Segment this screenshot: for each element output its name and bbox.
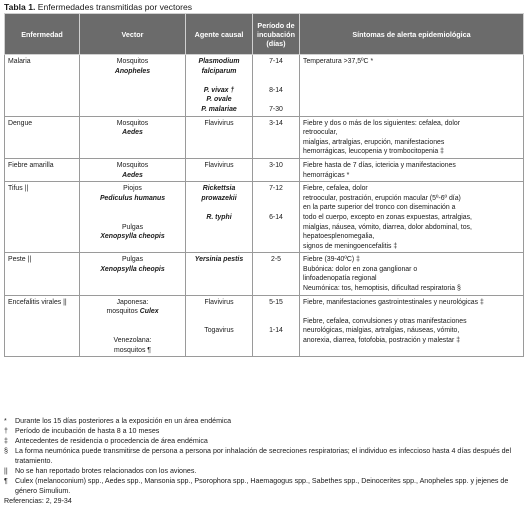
footnote-symbol: ||: [4, 467, 8, 475]
footnote-symbol: ¶: [4, 477, 8, 485]
incubation-line: 8-14: [269, 86, 283, 94]
incubation-line: [256, 67, 296, 77]
agent-line: falciparum: [201, 67, 237, 75]
cell-agent: [186, 253, 253, 295]
symptom-line: en la parte superior del tronco con diseminación a: [303, 204, 456, 212]
cell-incubation: [253, 182, 300, 253]
agent-line: P. vivax †: [203, 86, 235, 94]
cell-symptoms: [300, 55, 524, 117]
footnote-text: Durante los 15 días posteriores a la exposición en un área endémica: [15, 417, 232, 425]
cell-agent: [186, 55, 253, 117]
symptom-line: linfoadenopatía regional: [303, 275, 377, 283]
footnotes: [4, 416, 523, 506]
vector-line: Anopheles: [114, 67, 151, 75]
cell-agent: [186, 158, 253, 181]
incubation-line: [256, 95, 296, 105]
agent-line: Rickettsia: [202, 185, 236, 193]
vector-line: mosquitos Culex: [106, 308, 159, 316]
footnote-text: No se han reportado brotes relacionados con los aviones.: [15, 467, 197, 475]
footnote: [4, 416, 523, 426]
cell-disease: Encefalitis virales ||: [5, 295, 80, 357]
references: Referencias: 2, 29-34: [4, 497, 72, 505]
symptom-line: Neumónica: tos, hemoptisis, dificultad respiratoria §: [303, 285, 461, 293]
vector-line: Mosquitos: [116, 161, 149, 169]
footnote-text: Período de incubación de hasta 8 a 10 meses: [15, 427, 160, 435]
vector-line: mosquitos ¶: [113, 346, 152, 354]
vector-line: Pediculus humanus: [99, 194, 166, 202]
header-enfermedad: Enfermedad: [5, 14, 80, 55]
incubation-line: 5-15: [269, 298, 283, 306]
symptom-line: hemorrágicas *: [303, 171, 350, 179]
cell-vector: [80, 182, 186, 253]
incubation-line: [256, 194, 296, 204]
table-header-row: [5, 14, 524, 55]
agent-line: Flavivirus: [204, 298, 234, 306]
incubation-line: 7-30: [269, 105, 283, 113]
cell-symptoms: [300, 253, 524, 295]
symptom-line: neurológicas, mialgias, artralgias, náuseas, vómito,: [303, 327, 460, 335]
vector-line: Mosquitos: [116, 58, 149, 65]
footnote-symbol: ‡: [4, 437, 8, 445]
symptom-line: hepatoesplenomegalia,: [303, 233, 375, 241]
spacer: [83, 213, 182, 223]
symptom-line: [303, 307, 520, 317]
footnote: [4, 466, 523, 476]
footnote: [4, 476, 523, 496]
cell-vector: [80, 158, 186, 181]
table-row: [5, 55, 524, 117]
header-sintomas: Síntomas de alerta epidemiológica: [300, 14, 524, 55]
vector-line: Aedes: [122, 171, 143, 179]
incubation-line: 6-14: [269, 213, 283, 221]
cell-disease: Tifus ||: [5, 182, 80, 253]
symptom-line: anorexia, diarrea, fotofobia, postración y malestar ‡: [303, 337, 461, 345]
symptom-line: Fiebre hasta de 7 días, ictericia y manifestaciones: [303, 161, 456, 169]
symptom-line: todo el cuerpo, excepto en zonas expuestas, artralgias,: [303, 213, 472, 221]
footnote: [4, 436, 523, 446]
cell-vector: [80, 116, 186, 158]
spacer: [83, 317, 182, 327]
symptom-line: Fiebre, cefalea, dolor: [303, 185, 368, 193]
table-row: [5, 295, 524, 357]
symptom-line: Fiebre (39-40ºC) ‡: [303, 256, 360, 264]
incubation-line: 3-10: [269, 161, 283, 169]
cell-agent: [186, 182, 253, 253]
header-vector: Vector: [80, 14, 186, 55]
vector-line: Pulgas: [121, 223, 144, 231]
agent-line: R. typhi: [206, 213, 232, 221]
table-row: [5, 158, 524, 181]
header-periodo-incubacion: Período de incubación (días): [253, 14, 300, 55]
table-caption: [4, 2, 192, 12]
cell-agent: [186, 116, 253, 158]
footnote-symbol: §: [4, 447, 8, 455]
footnote-symbol: *: [4, 417, 7, 425]
vector-line: Pulgas: [121, 256, 144, 264]
symptom-line: Fiebre, manifestaciones gastrointestinales y neurológicas ‡: [303, 298, 484, 306]
footnote: [4, 426, 523, 436]
cell-incubation: [253, 253, 300, 295]
vector-line: Mosquitos: [116, 119, 149, 127]
table-caption-title: Enfermedades transmitidas por vectores: [37, 2, 193, 12]
agent-line: Togavirus: [204, 327, 234, 335]
symptom-line: Bubónica: dolor en zona ganglionar o: [303, 265, 418, 273]
cell-symptoms: [300, 295, 524, 357]
incubation-line: [256, 317, 296, 327]
spacer: [189, 76, 249, 86]
symptom-line: hemorrágicas, leucopenia y trombocitopenia ‡: [303, 148, 444, 156]
symptom-line: retroocular,: [303, 129, 338, 137]
table-body: [5, 55, 524, 357]
incubation-line: [256, 76, 296, 86]
footnote-text: La forma neumónica puede transmitirse de persona a persona por inhalación de secreciones respiratorias; el individuo es infeccioso hasta 4 días después del tratamiento.: [15, 447, 512, 465]
vector-line: Xenopsylla cheopis: [100, 233, 165, 241]
spacer: [83, 203, 182, 213]
footnote-list: [4, 416, 523, 496]
footnote-text: Culex (melanoconium) spp., Aedes spp., Mansonia spp., Psorophora spp., Haemagogus spp., Sabethes spp., Deinocerites spp., Anopheles spp. y jejenes de género Simulium.: [15, 477, 509, 495]
symptom-line: Temperatura >37,5ºC *: [303, 58, 374, 65]
table-row: [5, 116, 524, 158]
cell-vector: [80, 55, 186, 117]
spacer: [189, 203, 249, 213]
vector-line: Xenopsylla cheopis: [100, 265, 165, 273]
cell-disease: Dengue: [5, 116, 80, 158]
cell-vector: [80, 253, 186, 295]
cell-symptoms: [300, 158, 524, 181]
vector-line: Venezolana:: [113, 337, 152, 345]
incubation-line: 1-14: [269, 327, 283, 335]
footnote-text: Antecedentes de residencia o procedencia de área endémica: [15, 437, 208, 445]
incubation-line: 7-12: [269, 185, 283, 193]
symptom-line: Fiebre y dos o más de los siguientes: cefalea, dolor: [303, 119, 461, 127]
cell-incubation: [253, 55, 300, 117]
genus-name: Culex: [139, 308, 159, 316]
vector-line: Aedes: [122, 129, 143, 137]
agent-line: Flavivirus: [204, 161, 234, 169]
spacer: [83, 326, 182, 336]
symptom-line: signos de meningoencefalitis ‡: [303, 242, 398, 250]
cell-symptoms: [300, 116, 524, 158]
cell-incubation: [253, 158, 300, 181]
header-agente-causal: Agente causal: [186, 14, 253, 55]
agent-line: Plasmodium: [198, 58, 240, 65]
symptom-line: mialgias, náusea, vómito, diarrea, dolor abdominal, tos,: [303, 223, 472, 231]
cell-incubation: [253, 116, 300, 158]
spacer: [189, 317, 249, 327]
agent-line: P. malariae: [201, 105, 237, 113]
table-caption-label: Tabla 1.: [4, 2, 36, 12]
symptom-line: mialgias, artralgias, erupción, manifestaciones: [303, 138, 445, 146]
symptom-line: Fiebre, cefalea, convulsiones y otras manifestaciones: [303, 317, 467, 325]
incubation-line: [256, 307, 296, 317]
agent-line: P. ovale: [206, 96, 232, 104]
incubation-line: 7-14: [269, 58, 283, 65]
vector-line: Japonesa:: [116, 298, 149, 306]
cell-disease: Fiebre amarilla: [5, 158, 80, 181]
cell-incubation: [253, 295, 300, 357]
symptom-line: retroocular, postración, erupción macular (5º-6º día): [303, 194, 461, 202]
incubation-line: [256, 203, 296, 213]
vector-diseases-table: [4, 13, 524, 357]
agent-line: Yersinia pestis: [194, 256, 244, 264]
table-row: [5, 182, 524, 253]
incubation-line: 3-14: [269, 119, 283, 127]
footnote: [4, 446, 523, 466]
footnote-symbol: †: [4, 427, 8, 435]
cell-disease: Malaria: [5, 55, 80, 117]
agent-line: Flavivirus: [204, 119, 234, 127]
cell-disease: Peste ||: [5, 253, 80, 295]
spacer: [189, 307, 249, 317]
incubation-line: 2-5: [271, 256, 281, 264]
table-row: [5, 253, 524, 295]
cell-agent: [186, 295, 253, 357]
agent-line: prowazekii: [201, 194, 237, 202]
vector-line: Piojos: [123, 185, 142, 193]
cell-vector: [80, 295, 186, 357]
cell-symptoms: [300, 182, 524, 253]
